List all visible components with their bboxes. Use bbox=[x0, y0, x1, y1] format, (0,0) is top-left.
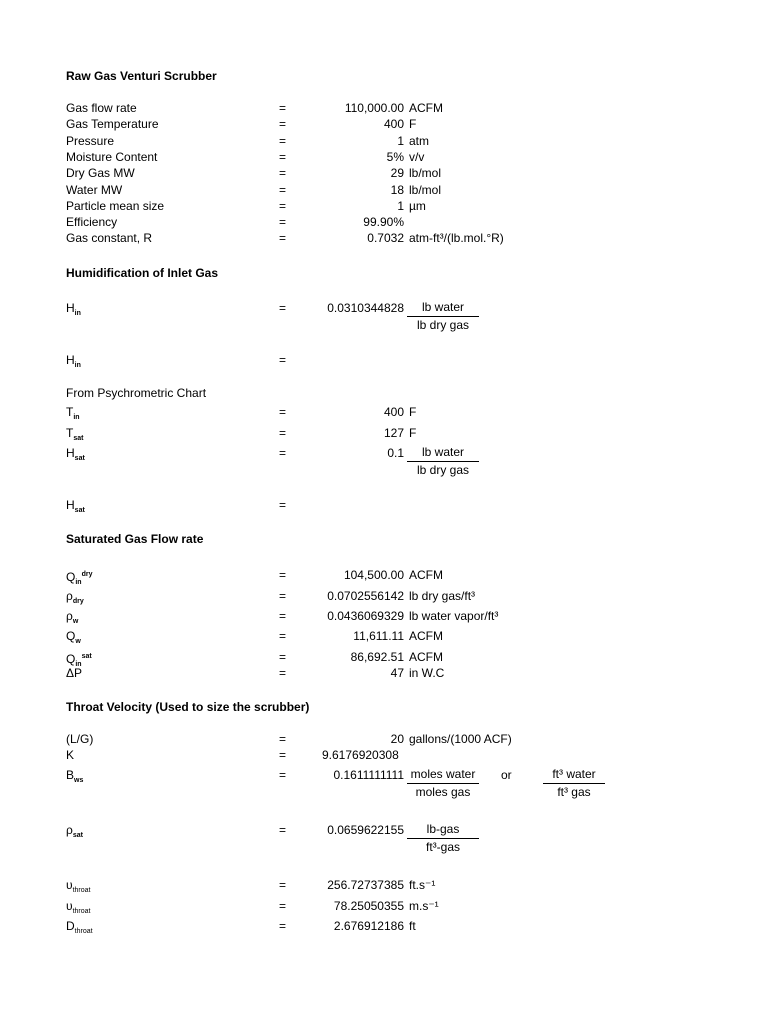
q-dry-unit: ACFM bbox=[409, 568, 443, 582]
bws-moles-fraction bbox=[407, 767, 479, 800]
input-label: Efficiency bbox=[66, 215, 118, 230]
fraction-numerator: lb-gas bbox=[407, 822, 479, 839]
h-in-result-row bbox=[0, 352, 768, 368]
input-label: Moisture Content bbox=[66, 149, 158, 164]
equals-sign: = bbox=[279, 629, 287, 643]
fraction-denominator: moles gas bbox=[415, 785, 471, 799]
fraction-numerator: moles water bbox=[407, 767, 479, 784]
or-text: or bbox=[501, 768, 512, 782]
input-value: 29 bbox=[390, 166, 404, 181]
input-value: 1 bbox=[397, 133, 404, 148]
rho-w-label: $\rho_w$ bbox=[66, 609, 79, 625]
fraction-numerator: lb water bbox=[407, 300, 479, 317]
fraction-numerator: ft³ water bbox=[543, 767, 605, 784]
k-label: K bbox=[66, 748, 75, 762]
h-sat-label: $H_{sat}$ bbox=[66, 498, 85, 514]
rho-dry-row bbox=[0, 588, 768, 604]
input-label: Gas constant, R bbox=[66, 231, 153, 246]
input-label: Water MW bbox=[66, 182, 123, 197]
rho-w-unit: lb water vapor/ft³ bbox=[409, 609, 499, 623]
h-in-label: $H_{in}$ bbox=[66, 353, 81, 369]
equals-sign: = bbox=[279, 650, 287, 664]
input-row bbox=[0, 116, 768, 132]
u-throat-m-value: 78.25050355 bbox=[333, 899, 404, 913]
throat-heading: Throat Velocity (Used to size the scrubber) bbox=[66, 700, 310, 714]
u-throat-label: $\upsilon_{throat}$ bbox=[66, 878, 91, 894]
bws-label: $B_{ws}$ bbox=[66, 768, 84, 784]
input-label: Gas flow rate bbox=[66, 101, 137, 115]
d-throat-label: $D_{throat}$ bbox=[66, 919, 93, 935]
equals-sign: = bbox=[279, 182, 287, 197]
input-label: Dry Gas MW bbox=[66, 166, 135, 181]
t-sat-label: $T_{sat}$ bbox=[66, 426, 84, 442]
t-in-row bbox=[0, 404, 768, 420]
equals-sign: = bbox=[279, 919, 287, 933]
lg-row bbox=[0, 731, 768, 747]
t-sat-row bbox=[0, 425, 768, 441]
h-in-unit-fraction bbox=[407, 300, 479, 333]
input-row bbox=[0, 182, 768, 198]
rho-sat-unit-fraction bbox=[407, 822, 479, 855]
dp-unit: in W.C bbox=[409, 666, 445, 680]
psychrometric-note-row bbox=[0, 385, 768, 401]
equals-sign: = bbox=[279, 231, 287, 246]
dp-value: 47 bbox=[390, 666, 404, 680]
input-unit: lb/mol bbox=[409, 182, 442, 197]
fraction-denominator: lb dry gas bbox=[416, 463, 470, 477]
equals-sign: = bbox=[279, 732, 287, 746]
saturated-heading: Saturated Gas Flow rate bbox=[66, 532, 204, 546]
equals-sign: = bbox=[279, 609, 287, 623]
u-throat-m-row bbox=[0, 898, 768, 914]
q-sat-value: 86,692.51 bbox=[350, 650, 404, 664]
input-value: 0.7032 bbox=[367, 231, 404, 246]
input-value: 5% bbox=[386, 149, 404, 164]
equals-sign: = bbox=[279, 133, 287, 148]
equals-sign: = bbox=[279, 149, 287, 164]
input-label: Particle mean size bbox=[66, 198, 165, 213]
k-row bbox=[0, 747, 768, 763]
psychrometric-note: From Psychrometric Chart bbox=[66, 386, 207, 400]
input-row bbox=[0, 165, 768, 181]
q-sat-unit: ACFM bbox=[409, 650, 443, 664]
h-sat-row bbox=[0, 445, 768, 461]
page-title: Raw Gas Venturi Scrubber bbox=[66, 69, 217, 83]
q-sat-label: $Q_{in}^{sat}$ bbox=[66, 652, 92, 668]
dp-label: ΔP bbox=[66, 666, 83, 680]
fraction-numerator: lb water bbox=[407, 445, 479, 462]
equals-sign: = bbox=[279, 768, 287, 782]
input-row bbox=[0, 230, 768, 246]
t-sat-unit: F bbox=[409, 426, 417, 440]
input-row bbox=[0, 198, 768, 214]
input-unit: µm bbox=[409, 198, 426, 213]
fraction-denominator: lb dry gas bbox=[416, 318, 470, 332]
fraction-denominator: ft³ gas bbox=[557, 785, 591, 799]
equals-sign: = bbox=[279, 899, 287, 913]
input-label: Gas Temperature bbox=[66, 117, 159, 132]
h-in-label: $H_{in}$ bbox=[66, 301, 81, 317]
rho-w-value: 0.0436069329 bbox=[327, 609, 404, 623]
q-sat-row bbox=[0, 649, 768, 668]
q-dry-label: $Q_{in}^{dry}$ bbox=[66, 570, 93, 586]
equals-sign: = bbox=[279, 878, 287, 892]
equals-sign: = bbox=[279, 198, 287, 213]
u-throat-ft-value: 256.72737385 bbox=[327, 878, 404, 892]
t-in-unit: F bbox=[409, 405, 417, 419]
input-unit: v/v bbox=[409, 149, 425, 164]
input-value: 1 bbox=[397, 198, 404, 213]
input-value: 99.90% bbox=[363, 215, 404, 230]
u-throat-ft-row bbox=[0, 877, 768, 893]
u-throat-label: $\upsilon_{throat}$ bbox=[66, 899, 91, 915]
bws-row bbox=[0, 767, 768, 783]
equals-sign: = bbox=[279, 589, 287, 603]
lg-unit: gallons/(1000 ACF) bbox=[409, 732, 512, 746]
rho-sat-value: 0.0659622155 bbox=[327, 823, 404, 837]
equals-sign: = bbox=[279, 353, 287, 367]
d-throat-unit: ft bbox=[409, 919, 416, 933]
equals-sign: = bbox=[279, 426, 287, 440]
h-sat-label: $H_{sat}$ bbox=[66, 446, 85, 462]
input-unit: F bbox=[409, 117, 417, 132]
bws-value: 0.1611111111 bbox=[333, 768, 404, 782]
rho-sat-row bbox=[0, 822, 768, 838]
h-sat-unit-fraction bbox=[407, 445, 479, 478]
q-w-unit: ACFM bbox=[409, 629, 443, 643]
input-value: 110,000.00 bbox=[344, 101, 404, 115]
input-value: 400 bbox=[383, 117, 404, 132]
equals-sign: = bbox=[279, 166, 287, 181]
equals-sign: = bbox=[279, 823, 287, 837]
h-sat-result-row bbox=[0, 497, 768, 513]
input-row bbox=[0, 100, 768, 116]
fraction-denominator: ft³-gas bbox=[425, 840, 460, 854]
input-value: 18 bbox=[390, 182, 404, 197]
equals-sign: = bbox=[279, 568, 287, 582]
d-throat-value: 2.676912186 bbox=[333, 919, 404, 933]
equals-sign: = bbox=[279, 301, 287, 315]
lg-label: (L/G) bbox=[66, 732, 94, 746]
k-value: 9.6176920308 bbox=[322, 748, 399, 762]
bws-volume-fraction bbox=[543, 767, 605, 800]
equals-sign: = bbox=[279, 446, 287, 460]
d-throat-row bbox=[0, 918, 768, 934]
lg-value: 20 bbox=[390, 732, 404, 746]
input-unit: lb/mol bbox=[409, 166, 442, 181]
input-row bbox=[0, 149, 768, 165]
equals-sign: = bbox=[279, 748, 287, 762]
rho-w-row bbox=[0, 608, 768, 624]
q-dry-value: 104,500.00 bbox=[343, 568, 404, 582]
input-unit: atm-ft³/(lb.mol.°R) bbox=[409, 231, 504, 246]
t-in-label: $T_{in}$ bbox=[66, 405, 80, 421]
h-sat-value: 0.1 bbox=[387, 446, 404, 460]
equals-sign: = bbox=[279, 215, 287, 230]
equals-sign: = bbox=[279, 498, 287, 512]
rho-dry-value: 0.0702556142 bbox=[327, 589, 404, 603]
equals-sign: = bbox=[279, 405, 287, 419]
rho-dry-unit: lb dry gas/ft³ bbox=[409, 589, 476, 603]
equals-sign: = bbox=[279, 117, 287, 132]
t-sat-value: 127 bbox=[383, 426, 404, 440]
q-w-value: 11,611.11 bbox=[353, 629, 404, 643]
t-in-value: 400 bbox=[383, 405, 404, 419]
u-throat-m-unit: m.s⁻¹ bbox=[409, 899, 439, 913]
humidification-heading: Humidification of Inlet Gas bbox=[66, 266, 219, 280]
h-in-value: 0.0310344828 bbox=[327, 301, 404, 315]
rho-sat-label: $\rho_{sat}$ bbox=[66, 823, 83, 839]
rho-dry-label: $\rho_{dry}$ bbox=[66, 589, 84, 605]
q-w-row bbox=[0, 628, 768, 644]
input-unit: atm bbox=[409, 133, 430, 148]
u-throat-ft-unit: ft.s⁻¹ bbox=[409, 878, 436, 892]
h-in-row bbox=[0, 300, 768, 316]
input-label: Pressure bbox=[66, 133, 115, 148]
input-row bbox=[0, 133, 768, 149]
dp-row bbox=[0, 665, 768, 681]
equals-sign: = bbox=[279, 666, 287, 680]
q-w-label: $Q_w$ bbox=[66, 629, 81, 645]
q-dry-row bbox=[0, 567, 768, 586]
input-row bbox=[0, 214, 768, 230]
input-unit: ACFM bbox=[409, 101, 443, 115]
equals-sign: = bbox=[279, 101, 287, 115]
